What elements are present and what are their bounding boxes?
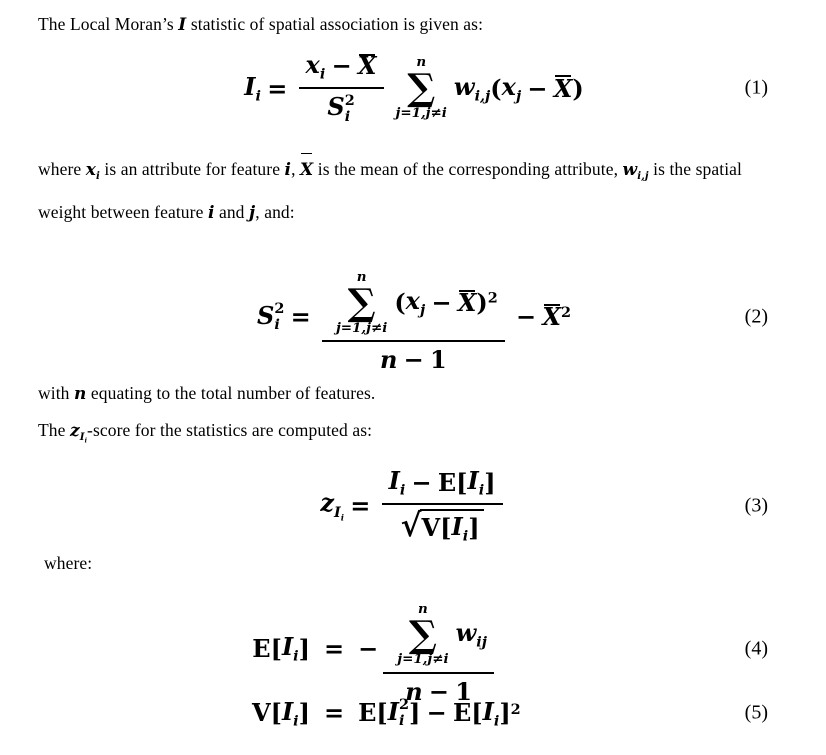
math-superscript	[488, 290, 498, 307]
math-row	[394, 287, 487, 319]
math-variable: ij	[476, 633, 487, 651]
math-radicand	[420, 509, 484, 545]
math-text: 2	[487, 289, 498, 307]
math-text: ]	[484, 467, 496, 497]
math-variable: S	[327, 92, 345, 122]
math-variable: i	[319, 65, 326, 83]
text-run: and	[214, 201, 250, 222]
math-overbar	[300, 152, 313, 188]
equation-2-number: (2)	[744, 305, 768, 328]
math-overbar	[542, 302, 561, 331]
math-variable: X	[457, 287, 477, 317]
math-subscript	[400, 482, 405, 499]
math-subscripted	[406, 287, 426, 319]
math-row	[358, 697, 521, 730]
math-superscripted	[542, 302, 571, 331]
math-operator: −	[428, 676, 450, 706]
math-variable: i,j	[637, 169, 649, 182]
math-variable: I	[281, 632, 294, 662]
math-variable: w	[622, 160, 638, 180]
math-variable: X	[357, 51, 377, 81]
math-superscripted	[394, 287, 497, 319]
math-row	[453, 697, 511, 729]
math-summation	[396, 55, 447, 121]
math-subscripted	[86, 160, 100, 180]
sigma-symbol: ∑	[407, 65, 436, 110]
math-variable: I	[79, 430, 85, 443]
math-subscripted	[80, 431, 87, 443]
math-variable: I	[244, 71, 256, 101]
math-text: V[	[251, 698, 282, 728]
math-variable: x	[501, 71, 516, 101]
math-text: E[	[452, 698, 483, 728]
math-script-stack	[399, 697, 409, 729]
math-subscripted	[320, 488, 344, 523]
math-variable: X	[553, 73, 573, 103]
math-subscripted	[334, 503, 345, 524]
math-subscript	[341, 513, 344, 523]
text-run: with	[38, 382, 74, 403]
math-text: ]	[409, 698, 421, 728]
math-operator: −	[431, 287, 452, 317]
inline-math	[74, 384, 86, 404]
math-variable: I	[387, 696, 399, 726]
text-run: -score for the statistics are computed as:	[87, 419, 373, 440]
text-run: The	[38, 419, 70, 440]
math-numerator	[383, 591, 494, 674]
inline-math	[623, 160, 649, 180]
equation-4-number: (4)	[744, 637, 768, 660]
math-text: )	[476, 287, 488, 317]
math-overbar	[458, 289, 477, 318]
math-variable: i	[284, 160, 292, 180]
equation-5-equals-sign: =	[324, 698, 345, 728]
math-denominator	[299, 89, 384, 125]
math-row	[252, 632, 310, 664]
math-subscript	[637, 170, 648, 182]
math-variable: I	[451, 511, 463, 541]
math-variable: i	[478, 481, 485, 499]
math-variable: i	[399, 481, 406, 499]
math-superscripted	[453, 697, 521, 729]
math-fraction	[383, 591, 494, 707]
math-script-stack	[345, 93, 355, 125]
math-row	[320, 467, 507, 545]
math-script-stack	[274, 301, 284, 333]
math-subscript	[80, 431, 87, 443]
paragraph-where	[38, 545, 790, 581]
math-operator: =	[267, 73, 288, 103]
math-subscript	[256, 87, 261, 104]
equation-5	[38, 697, 790, 730]
math-subscripted	[451, 513, 468, 545]
equation-4-rhs	[358, 591, 790, 707]
math-denominator	[382, 505, 503, 545]
text-run: is the spatial	[648, 159, 742, 179]
math-superscript	[345, 93, 355, 109]
text-run: ,	[291, 159, 301, 179]
math-row	[257, 259, 571, 375]
math-text: 2	[560, 304, 571, 322]
math-text: (	[490, 73, 502, 103]
math-variable: x	[305, 50, 320, 79]
math-variable: i	[344, 107, 351, 125]
math-variable: i	[95, 169, 100, 182]
equation-1-number: (1)	[744, 76, 768, 99]
math-superscript	[561, 304, 571, 321]
math-text: 1	[430, 345, 447, 375]
equation-5-rhs	[358, 697, 790, 730]
math-row	[244, 51, 583, 125]
math-sub-superscripted	[257, 301, 284, 334]
math-text: ]	[499, 698, 511, 728]
math-variable: w	[455, 617, 477, 647]
math-denominator	[322, 342, 505, 375]
math-subscripted	[483, 697, 500, 729]
math-row	[358, 591, 499, 707]
text-run: equating to the total number of features.	[86, 382, 376, 403]
inline-math	[69, 420, 88, 445]
math-variable: i	[399, 712, 405, 730]
math-sum-upper-limit: n	[418, 600, 428, 617]
text-run: statistic of spatial association is given as:	[186, 14, 484, 34]
math-numerator	[382, 467, 503, 505]
math-text: 2	[510, 700, 521, 718]
math-subscript	[320, 65, 325, 82]
math-text: E[	[437, 467, 468, 497]
math-text: 2	[399, 695, 410, 713]
equation-4	[38, 591, 790, 707]
math-text: 2	[274, 299, 285, 317]
math-subscripted	[456, 619, 487, 651]
math-variable: z	[320, 488, 335, 518]
math-numerator	[322, 259, 505, 342]
math-superscript	[511, 701, 521, 718]
math-operator: −	[426, 698, 447, 728]
equation-2-math	[257, 259, 571, 375]
equation-5-number: (5)	[744, 701, 768, 724]
math-variable: j	[249, 202, 256, 223]
math-sub-superscripted	[388, 697, 409, 730]
math-subscripted	[389, 467, 406, 499]
math-text: E[	[358, 698, 388, 728]
math-text: 2	[344, 91, 355, 109]
math-row	[422, 513, 480, 545]
equation-4-lhs	[38, 632, 310, 664]
math-variable: n	[379, 345, 398, 375]
equation-5-lhs	[38, 697, 310, 729]
math-variable: j	[419, 301, 426, 319]
math-operator: −	[403, 345, 424, 375]
math-variable: w	[453, 71, 475, 101]
equation-3	[38, 467, 790, 545]
math-variable: I	[334, 503, 341, 521]
text-run: where	[38, 159, 86, 179]
math-row	[380, 346, 447, 375]
math-subscript	[475, 87, 491, 104]
math-text: ]	[298, 698, 310, 728]
sigma-symbol: ∑	[408, 612, 437, 657]
equation-1	[38, 51, 790, 125]
math-subscript	[274, 317, 279, 333]
math-summation	[336, 270, 387, 336]
math-operator: =	[290, 302, 311, 332]
equation-4-equals-sign: =	[324, 634, 345, 664]
math-text: )	[572, 73, 584, 103]
math-overbar	[554, 74, 573, 103]
math-variable: i	[293, 647, 299, 665]
math-subscript	[399, 713, 404, 729]
math-text: (	[394, 287, 406, 317]
math-summation	[397, 602, 448, 668]
math-text: ]	[468, 513, 480, 543]
text-run: is the mean of the corresponding attribute,	[313, 159, 623, 179]
math-variable: z	[69, 420, 80, 441]
paragraph-intro	[38, 6, 790, 43]
math-subscript	[420, 302, 425, 319]
math-fraction	[299, 51, 384, 125]
math-subscript	[476, 633, 487, 650]
equation-3-number: (3)	[744, 494, 768, 517]
math-variable: X	[300, 160, 314, 180]
math-text: 1	[455, 676, 472, 706]
math-operator: −	[527, 73, 548, 103]
equation-1-math	[244, 51, 583, 125]
sigma-symbol: ∑	[347, 280, 376, 325]
inline-math	[86, 160, 100, 180]
paragraph-z-score	[38, 412, 790, 459]
math-variable: i	[340, 513, 345, 524]
math-fraction	[322, 259, 505, 375]
math-subscripted	[502, 72, 522, 104]
paragraph-with-n	[38, 375, 790, 412]
math-variable: n	[405, 676, 423, 706]
text-run: , and:	[255, 201, 295, 222]
math-subscripted	[282, 697, 299, 729]
text-run: The Local Moran’s	[38, 14, 179, 34]
math-superscript	[399, 697, 409, 713]
math-text: V[	[421, 513, 452, 543]
text-run: where:	[44, 552, 93, 573]
math-variable: I	[281, 696, 294, 726]
math-variable: I	[482, 696, 494, 726]
math-sum-lower-limit: j=1,j≠i	[335, 319, 388, 336]
math-sum-upper-limit: n	[416, 53, 427, 70]
text-run: weight between feature	[38, 201, 208, 222]
math-superscript	[274, 301, 284, 317]
math-variable: i	[84, 437, 88, 445]
math-variable: i	[493, 712, 500, 730]
math-subscripted	[468, 467, 485, 499]
math-variable: i	[207, 202, 215, 223]
math-subscript	[345, 109, 350, 125]
math-variable: I	[467, 466, 479, 496]
math-row	[252, 697, 310, 729]
math-overbar	[358, 52, 377, 81]
math-operator: −	[411, 467, 432, 497]
math-subscripted	[454, 72, 490, 104]
math-variable: j	[515, 87, 522, 105]
math-text: E[	[252, 634, 282, 664]
math-row	[306, 51, 377, 83]
math-sum-upper-limit: n	[356, 268, 367, 285]
math-variable: i	[293, 712, 299, 730]
text-run: is an attribute for feature	[99, 159, 285, 179]
inline-math	[300, 160, 313, 180]
math-variable: n	[74, 383, 87, 404]
math-variable: X	[542, 302, 561, 332]
math-sum-lower-limit: j=1,j≠i	[397, 651, 449, 668]
math-row	[329, 270, 498, 336]
math-variable: x	[85, 160, 96, 180]
math-row	[390, 602, 487, 668]
math-sub-superscripted	[327, 91, 355, 125]
math-text: −	[358, 634, 379, 664]
paragraph-where-attributes	[38, 151, 790, 231]
math-variable: i	[462, 527, 469, 545]
radical-symbol: √	[400, 507, 422, 545]
equation-2	[38, 259, 790, 375]
math-subscripted	[69, 420, 88, 445]
math-operator: −	[331, 51, 352, 81]
math-variable: S	[257, 300, 275, 330]
math-numerator	[299, 51, 384, 89]
math-subscripted	[244, 72, 261, 104]
math-row	[389, 467, 496, 499]
math-subscripted	[282, 632, 299, 664]
math-variable: I	[178, 15, 187, 35]
math-operator: −	[516, 302, 537, 332]
equation-3-math	[320, 467, 507, 545]
math-variable: x	[405, 286, 420, 316]
math-variable: i,j	[474, 87, 491, 105]
math-square-root	[401, 509, 484, 545]
math-variable: i	[274, 316, 280, 334]
math-subscripted	[623, 160, 649, 180]
math-subscript	[516, 87, 521, 104]
math-subscripted	[306, 51, 326, 83]
math-sum-lower-limit: j=1,j≠i	[395, 104, 447, 121]
math-variable: I	[388, 466, 400, 496]
math-fraction	[382, 467, 503, 545]
math-variable: i	[255, 87, 261, 105]
math-operator: =	[350, 491, 371, 521]
math-text: ]	[298, 634, 310, 664]
math-subscript	[334, 503, 345, 524]
